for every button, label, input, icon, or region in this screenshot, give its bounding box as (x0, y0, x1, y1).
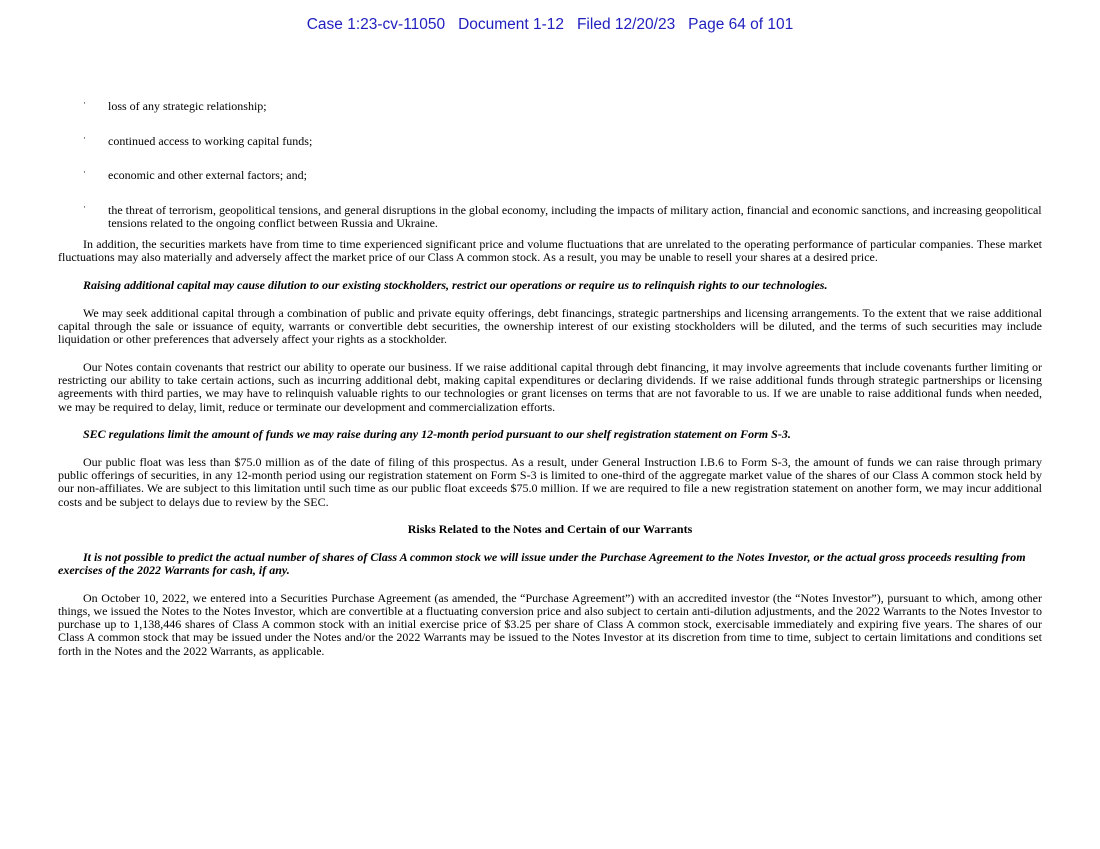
section-heading-notes-warrants: Risks Related to the Notes and Certain of our Warrants (407, 522, 693, 537)
paragraph-additional-capital: We may seek additional capital through a combination of public and private equity offerings, debt financings, strategic partnerships and licensing arrangements. To the extent that we raise additional capital through the sale or issuance of equity, warrants or convertible debt securities, the ownership interest of our existing stockholders will be diluted, and the terms of such securities may include liquidation or other preferences that adversely affect your rights as a stockholder. (58, 305, 1042, 347)
document-body (58, 100, 1042, 672)
court-filing-stamp: Case 1:23-cv-11050 Document 1-12 Filed 12/20/23 Page 64 of 101 (306, 16, 794, 33)
list-item-text: the threat of terrorism, geopolitical tensions, and general disruptions in the global economy, including the impacts of military action, financial and economic sanctions, and increasing geopolitical tensions related to the ongoing conflict between Russia and Ukraine. (108, 202, 1042, 230)
list-item (58, 132, 1042, 148)
bullet-icon: · (83, 132, 86, 143)
list-item-text: economic and other external factors; and; (108, 168, 307, 183)
paragraph-notes-covenants: Our Notes contain covenants that restrict our ability to operate our business. If we raise additional capital through debt financing, it may involve agreements that include covenants further limiting or restricting our ability to take certain actions, such as incurring additional debt, making capital expenditures or declaring dividends. If we raise additional funds through strategic partnerships or licensing agreements with third parties, we may have to relinquish valuable rights to our technologies or grant licenses on terms that are not favorable to us. If we are unable to raise additional funds when needed, we may be required to delay, limit, reduce or terminate our development and commercialization efforts. (58, 359, 1042, 414)
list-item (58, 169, 1042, 182)
paragraph-market-fluctuations: In addition, the securities markets have from time to time experienced significant price and volume fluctuations that are unrelated to the operating performance of particular companies. These market fluctuations may also materially and adversely affect the market price of our Class A common stock. As a result, you may be unable to resell your shares at a desired price. (58, 237, 1042, 265)
list-item (58, 100, 1042, 113)
paragraph-public-float: Our public float was less than $75.0 million as of the date of filing of this prospectus. As a result, under General Instruction I.B.6 to Form S-3, the amount of funds we can raise through primary public offerings of securities, in any 12-month period using our registration statement on Form S-3 is limited to one-third of the aggregate market value of the shares of our Class A common stock held by our non-affiliates. We are subject to this limitation until such time as our public float exceeds $75.0 million. If we are required to file a new registration statement on another form, we may incur additional costs and be subject to delays due to review by the SEC. (58, 454, 1042, 509)
list-item-text: continued access to working capital funds; (108, 133, 313, 148)
bullet-icon: · (83, 98, 86, 108)
bullet-icon: · (83, 201, 86, 212)
list-item-text: loss of any strategic relationship; (108, 99, 267, 113)
risk-factor-bullet-list (58, 100, 1042, 230)
bullet-icon: · (83, 167, 86, 178)
risk-heading-sec-regulations: SEC regulations limit the amount of funds we may raise during any 12-month period pursuant to our shelf registration statement on Form S-3. (83, 427, 791, 442)
paragraph-purchase-agreement: On October 10, 2022, we entered into a Securities Purchase Agreement (as amended, the “Purchase Agreement”) with an accredited investor (the “Notes Investor”), pursuant to which, among other things, we issued the Notes to the Notes Investor, which are convertible at a fluctuating conversion price and also subject to certain anti-dilution adjustments, and the 2022 Warrants to the Notes Investor to purchase up to 1,138,446 shares of Class A common stock with an initial exercise price of $3.25 per share of Class A common stock, exercisable immediately and expiring five years. The shares of our Class A common stock that may be issued under the Notes and/or the 2022 Warrants may be issued to the Notes Investor at its discretion from time to time, subject to certain limitations and conditions set forth in the Notes and the 2022 Warrants, as applicable. (58, 590, 1042, 658)
list-item (58, 201, 1042, 230)
risk-heading-dilution: Raising additional capital may cause dilution to our existing stockholders, restrict our operations or require us to relinquish rights to our technologies. (83, 278, 828, 293)
risk-heading-share-issuance: It is not possible to predict the actual number of shares of Class A common stock we will issue under the Purchase Agreement to the Notes Investor, or the actual gross proceeds resulting from exercises of the 2022 Warrants for cash, if any. (58, 549, 1026, 578)
